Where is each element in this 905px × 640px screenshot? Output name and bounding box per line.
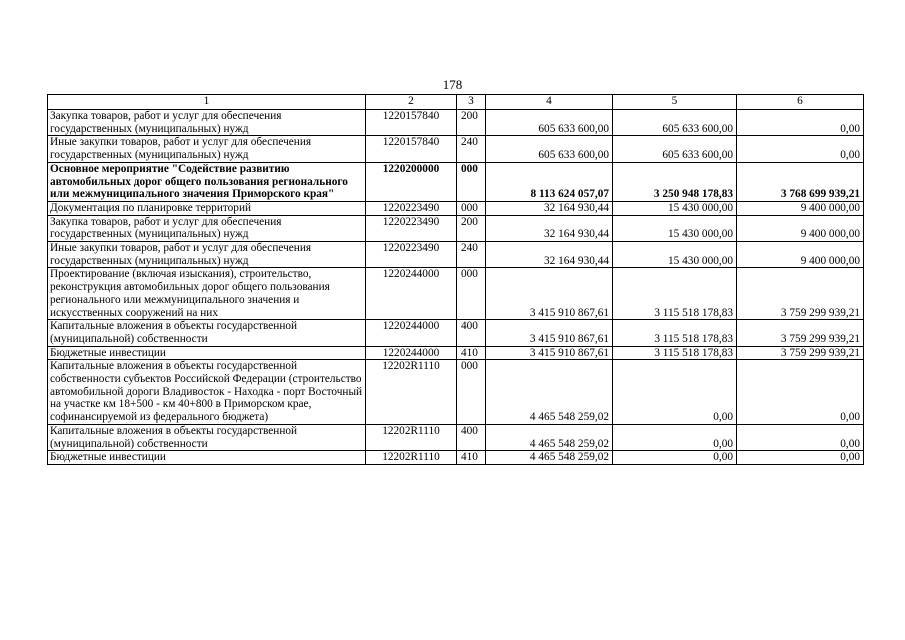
row-expense-type-cell: 000 [457, 360, 486, 425]
row-name-cell: Проектирование (включая изыскания), строительство, реконструкция автомобильных дорог общего пользования регионального или межмуниципального значения и искусственных сооружений на них [48, 268, 366, 320]
table-row [48, 215, 864, 241]
row-code-cell: 1220244000 [366, 346, 457, 360]
row-amount-col4-cell: 32 164 930,44 [486, 201, 613, 215]
row-amount-col5-cell: 15 430 000,00 [613, 215, 737, 241]
page-number: 178 [442, 77, 463, 92]
table-row [48, 162, 864, 201]
row-amount-col4-cell: 4 465 548 259,02 [486, 451, 613, 465]
row-name-cell: Капитальные вложения в объекты государственной собственности субъектов Российской Федерации (строительство автомобильной дороги Владивосток - Находка - порт Восточный на участке км 18+500 - км 40+800 в Приморском крае, софинансируемой из федерального бюджета) [48, 360, 366, 425]
row-code-cell: 1220244000 [366, 320, 457, 346]
row-expense-type-cell: 000 [457, 162, 486, 201]
table-body [48, 110, 864, 465]
row-name-cell: Закупка товаров, работ и услуг для обеспечения государственных (муниципальных) нужд [48, 215, 366, 241]
row-code-cell: 12202R1110 [366, 424, 457, 450]
row-code-cell: 1220200000 [366, 162, 457, 201]
row-amount-col6-cell: 0,00 [737, 451, 864, 465]
row-expense-type-cell: 410 [457, 451, 486, 465]
budget-table [47, 94, 864, 465]
row-code-cell: 1220244000 [366, 268, 457, 320]
row-name-cell: Капитальные вложения в объекты государственной (муниципальной) собственности [48, 320, 366, 346]
column-header: 5 [613, 95, 737, 110]
row-expense-type-cell: 000 [457, 201, 486, 215]
column-header: 3 [457, 95, 486, 110]
row-amount-col6-cell: 0,00 [737, 360, 864, 425]
row-amount-col4-cell: 32 164 930,44 [486, 242, 613, 268]
table-row [48, 242, 864, 268]
row-name-cell: Иные закупки товаров, работ и услуг для обеспечения государственных (муниципальных) нужд [48, 242, 366, 268]
row-amount-col4-cell: 3 415 910 867,61 [486, 320, 613, 346]
row-expense-type-cell: 240 [457, 136, 486, 162]
row-amount-col4-cell: 8 113 624 057,07 [486, 162, 613, 201]
row-amount-col5-cell: 0,00 [613, 360, 737, 425]
row-amount-col5-cell: 0,00 [613, 451, 737, 465]
row-amount-col5-cell: 0,00 [613, 424, 737, 450]
table-row [48, 346, 864, 360]
row-code-cell: 1220157840 [366, 110, 457, 136]
row-expense-type-cell: 240 [457, 242, 486, 268]
row-amount-col6-cell: 9 400 000,00 [737, 242, 864, 268]
row-amount-col5-cell: 3 115 518 178,83 [613, 346, 737, 360]
row-name-cell: Документация по планировке территорий [48, 201, 366, 215]
row-amount-col5-cell: 3 115 518 178,83 [613, 320, 737, 346]
row-code-cell: 1220223490 [366, 201, 457, 215]
table-row [48, 110, 864, 136]
row-amount-col6-cell: 3 768 699 939,21 [737, 162, 864, 201]
row-expense-type-cell: 200 [457, 215, 486, 241]
column-header: 6 [737, 95, 864, 110]
row-expense-type-cell: 000 [457, 268, 486, 320]
row-amount-col6-cell: 3 759 299 939,21 [737, 268, 864, 320]
row-expense-type-cell: 400 [457, 320, 486, 346]
row-amount-col6-cell: 3 759 299 939,21 [737, 320, 864, 346]
row-amount-col6-cell: 0,00 [737, 136, 864, 162]
table-row [48, 268, 864, 320]
row-amount-col4-cell: 32 164 930,44 [486, 215, 613, 241]
column-header: 4 [486, 95, 613, 110]
row-amount-col4-cell: 605 633 600,00 [486, 110, 613, 136]
column-header: 2 [366, 95, 457, 110]
row-amount-col6-cell: 9 400 000,00 [737, 215, 864, 241]
table-row [48, 360, 864, 425]
row-amount-col4-cell: 3 415 910 867,61 [486, 268, 613, 320]
row-amount-col5-cell: 605 633 600,00 [613, 136, 737, 162]
row-amount-col4-cell: 4 465 548 259,02 [486, 424, 613, 450]
row-amount-col6-cell: 0,00 [737, 110, 864, 136]
row-name-cell: Капитальные вложения в объекты государственной (муниципальной) собственности [48, 424, 366, 450]
row-amount-col4-cell: 4 465 548 259,02 [486, 360, 613, 425]
row-name-cell: Закупка товаров, работ и услуг для обеспечения государственных (муниципальных) нужд [48, 110, 366, 136]
table-header-row [48, 95, 864, 110]
row-amount-col6-cell: 0,00 [737, 424, 864, 450]
row-name-cell: Бюджетные инвестиции [48, 346, 366, 360]
row-code-cell: 12202R1110 [366, 451, 457, 465]
table-row [48, 136, 864, 162]
row-amount-col5-cell: 3 115 518 178,83 [613, 268, 737, 320]
row-amount-col5-cell: 15 430 000,00 [613, 242, 737, 268]
row-amount-col6-cell: 9 400 000,00 [737, 201, 864, 215]
row-expense-type-cell: 400 [457, 424, 486, 450]
row-expense-type-cell: 200 [457, 110, 486, 136]
row-code-cell: 1220157840 [366, 136, 457, 162]
row-amount-col4-cell: 3 415 910 867,61 [486, 346, 613, 360]
row-amount-col5-cell: 15 430 000,00 [613, 201, 737, 215]
row-amount-col5-cell: 3 250 948 178,83 [613, 162, 737, 201]
row-code-cell: 1220223490 [366, 242, 457, 268]
row-name-cell: Иные закупки товаров, работ и услуг для обеспечения государственных (муниципальных) нужд [48, 136, 366, 162]
table-row [48, 201, 864, 215]
row-name-cell: Основное мероприятие "Содействие развитию автомобильных дорог общего пользования регионального или межмуниципального значения Приморского края" [48, 162, 366, 201]
table-row [48, 451, 864, 465]
table-row [48, 320, 864, 346]
row-expense-type-cell: 410 [457, 346, 486, 360]
row-amount-col6-cell: 3 759 299 939,21 [737, 346, 864, 360]
row-amount-col5-cell: 605 633 600,00 [613, 110, 737, 136]
row-code-cell: 12202R1110 [366, 360, 457, 425]
row-amount-col4-cell: 605 633 600,00 [486, 136, 613, 162]
row-code-cell: 1220223490 [366, 215, 457, 241]
column-header: 1 [48, 95, 366, 110]
row-name-cell: Бюджетные инвестиции [48, 451, 366, 465]
table-row [48, 424, 864, 450]
